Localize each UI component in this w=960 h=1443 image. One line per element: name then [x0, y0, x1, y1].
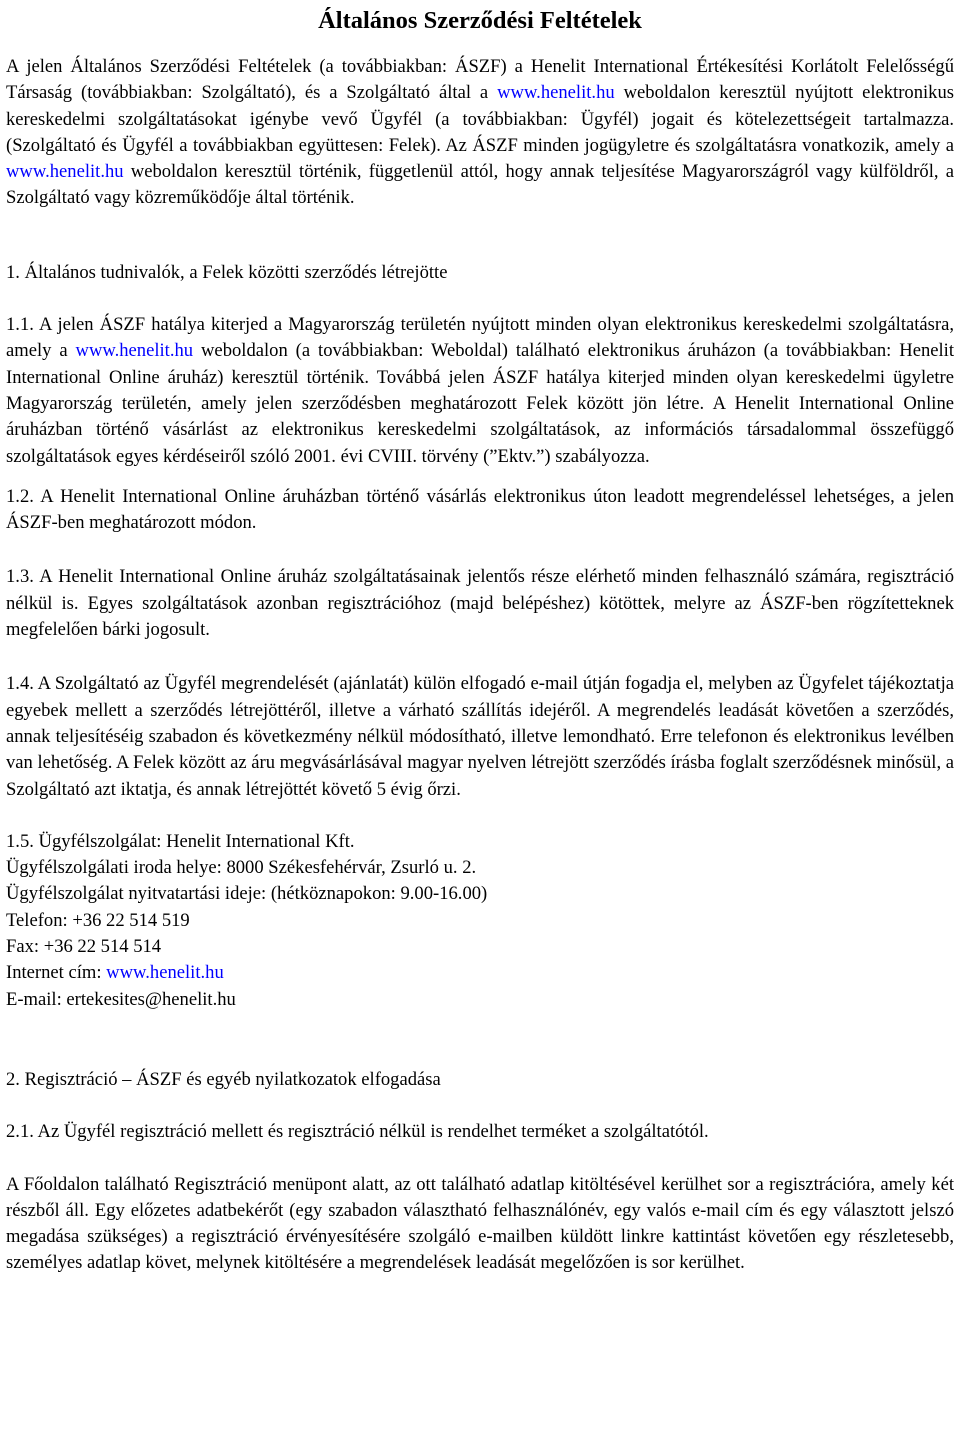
site-link[interactable]: www.henelit.hu — [106, 962, 224, 984]
section-2 — [6, 1067, 954, 1277]
section-1 — [6, 260, 954, 1013]
paragraph-2-1: 2.1. Az Ügyfél regisztráció mellett és regisztráció nélkül is rendelhet terméket a szolgáltatótól. — [6, 1121, 709, 1143]
office-address: Ügyfélszolgálati iroda helye: 8000 Székesfehérvár, Zsurló u. 2. — [6, 857, 477, 879]
intro-text-b: weboldalon keresztül nyújtott elektronikus kereskedelmi szolgáltatásokat igénybe vevő Ügyfél (a továbbiakban: Ügyfél) jogait és kötelezettségeit tartalmazza. (Szolgáltató és Ügyfél a továbbiakban együttesen: Felek). Az ÁSZF minden jogügyletre és szolgáltatásra vonatkozik, amely a — [6, 82, 954, 156]
paragraph-2-2: A Főoldalon található Regisztráció menüpont alatt, az ott található adatlap kitöltésével kerülhet sor a regisztrációra, amely két részből áll. Egy előzetes adatbekérőt (egy szabadon választható felhasználónév, egy valós e-mail cím és egy választott jelszó megadása szükséges) a regisztráció érvényesítésére szolgáló e-mailben küldött linkre kattintást követően egy részletesebb, személyes adatlap követ, melynek kitöltésére a megrendelések leadását megelőzően is sor kerülhet. — [6, 1173, 954, 1274]
website-line — [6, 960, 954, 986]
intro-block — [6, 54, 954, 212]
paragraph-1-4: 1.4. A Szolgáltató az Ügyfél megrendelését (ajánlatát) külön elfogadó e-mail útján fogadja el, melyben az Ügyfelet tájékoztatja egyebek mellett a szerződés létrejöttéről, illetve a várható szállítás idejéről. A megrendelés leadását követően a szerződés, annak teljesítéséig szabadon és következmény nélkül módosítható, illetve lemondható. Erre telefonon és elektronikus levélben van lehetőség. A Felek között az áru megvásárlásával magyar nyelven létrejött szerződés írásba foglalt szerződésnek minősül, a Szolgáltató azt iktatja, és annak létrejöttét követő 5 évig őrzi. — [6, 673, 954, 800]
paragraph-1-1 — [6, 312, 954, 470]
document-title: Általános Szerződési Feltételek — [318, 7, 642, 34]
phone-number: Telefon: +36 22 514 519 — [6, 909, 190, 931]
p11-text-a: 1.1. A jelen ÁSZF hatálya kiterjed a Magyarország területén nyújtott minden olyan elektronikus kereskedelmi szolgáltatásra, amely a — [6, 314, 954, 362]
website-label: Internet cím: — [6, 962, 107, 984]
section-2-heading: 2. Regisztráció – ÁSZF és egyéb nyilatkozatok elfogadása — [6, 1068, 441, 1090]
email-line: E-mail: ertekesites@henelit.hu — [6, 988, 236, 1010]
intro-text-c: weboldalon keresztül történik, függetlenül attól, hogy annak teljesítése Magyarországról vagy külföldről, a Szolgáltató vagy közreműködője által történik. — [6, 161, 954, 209]
customer-service-block — [6, 829, 954, 1013]
site-link[interactable]: www.henelit.hu — [75, 340, 194, 362]
fax-number: Fax: +36 22 514 514 — [6, 936, 162, 958]
intro-text-a: A jelen Általános Szerződési Feltételek (a továbbiakban: ÁSZF) a Henelit International Értékesítési Korlátolt Felelősségű Társaság (továbbiakban: Szolgáltató), és a Szolgáltató által a — [6, 56, 954, 104]
site-link[interactable]: www.henelit.hu — [497, 82, 615, 104]
paragraph-1-2: 1.2. A Henelit International Online áruházban történő vásárlás elektronikus úton leadott megrendeléssel lehetséges, a jelen ÁSZF-ben meghatározott módon. — [6, 485, 954, 534]
paragraph-1-3: 1.3. A Henelit International Online áruház szolgáltatásainak jelentős része elérhető minden felhasználó számára, regisztráció nélkül is. Egyes szolgáltatások azonban regisztrációhoz (majd belépéshez) kötöttek, melyre az ÁSZF-ben rögzítetteknek megfelelően bárki jogosult. — [6, 566, 954, 641]
section-1-heading: 1. Általános tudnivalók, a Felek közötti szerződés létrejötte — [6, 261, 448, 283]
customer-service-title: 1.5. Ügyfélszolgálat: Henelit International Kft. — [6, 830, 355, 852]
p11-text-b: weboldalon (a továbbiakban: Weboldal) található elektronikus áruházon (a továbbiakban: Henelit International Online áruház) keresztül történik. Továbbá jelen ÁSZF hatálya kiterjed minden olyan kereskedelmi ügyletre Magyarország területén, amely jelen szerződésben meghatározott Felek között jön létre. A Henelit International Online áruházban történő vásárlást az elektronikus kereskedelmi szolgáltatások, az információs társadalommal összefüggő szolgáltatások egyes kérdéseiről szóló 2001. évi CVIII. törvény (”Ektv.”) szabályozza. — [6, 340, 954, 467]
site-link[interactable]: www.henelit.hu — [6, 161, 124, 183]
opening-hours: Ügyfélszolgálat nyitvatartási ideje: (hétköznapokon: 9.00-16.00) — [6, 883, 488, 905]
intro-paragraph — [6, 54, 954, 212]
